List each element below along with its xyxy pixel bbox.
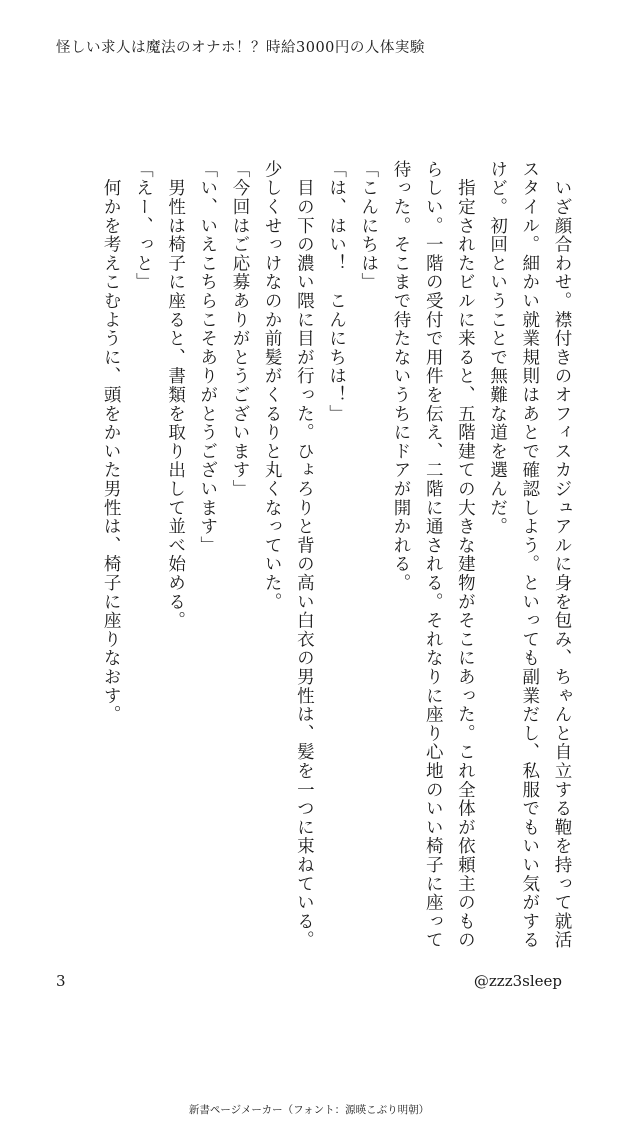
dialogue-line: 「は、はい！ こんにちは！」 (326, 160, 347, 424)
paragraph: 男性は椅子に座ると、書類を取り出して並べ始める。 (165, 160, 186, 630)
dialogue-line: 「今回はご応募ありがとうございます」 (229, 160, 250, 499)
paragraph: 目の下の濃い隈に目が行った。ひょろりと背の高い白衣の男性は、髪を一つに束ねている。少しくせっけなのか前髪がくるりと丸くなっていた。 (262, 160, 315, 950)
page-number: 3 (56, 972, 66, 990)
dialogue-line: 「えー、っと」 (133, 160, 154, 292)
paragraph: いざ顔合わせ。襟付きのオフィスカジュアルに身を包み、ちゃんと自立する鞄を持って就活スタイル。細かい就業規則はあとで確認しよう。といっても副業だし、私服でもいい気がするけど。初回ということで無難な道を選んだ。 (487, 160, 572, 950)
paragraph: 何かを考えこむように、頭をかいた男性は、椅子に座りなおす。 (101, 160, 122, 724)
author-handle: @zzz3sleep (473, 972, 562, 990)
footer-credit: 新書ページメーカー（フォント：源暎こぶり明朝） (188, 1104, 430, 1116)
dialogue-line: 「こんにちは」 (358, 160, 379, 292)
dialogue-line: 「い、いえこちらこそありがとうございます」 (197, 160, 218, 555)
paragraph: 指定されたビルに来ると、五階建ての大きな建物がそこにあった。これ全体が依頼主のものらしい。一階の受付で用件を伝え、二階に通される。それなりに座り心地のいい椅子に座って待った。そこまで待たないうちにドアが開かれる。 (390, 160, 476, 950)
novel-body-text (95, 160, 578, 950)
page-title: 怪しい求人は魔法のオナホ！？時給3000円の人体実験 (56, 40, 425, 56)
